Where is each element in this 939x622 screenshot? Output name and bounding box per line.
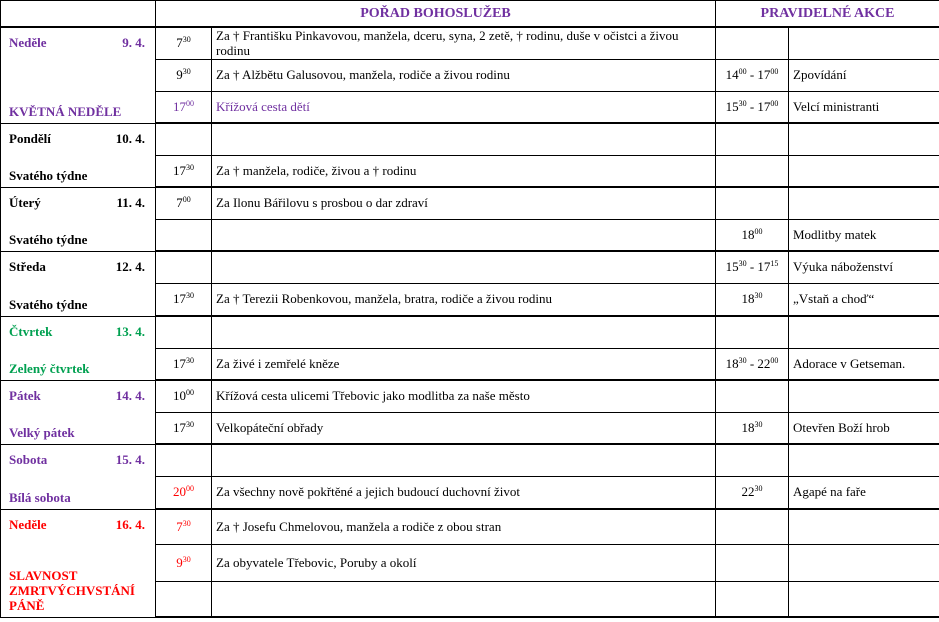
event-time [716,91,789,123]
day-cell [1,316,156,380]
service-intention: Za † Josefu Chmelovou, manžela a rodiče z obou stran [212,509,716,544]
time-range-dash: - [746,67,758,82]
time-hour: 18 [725,355,739,371]
time-hour: 7 [176,35,183,51]
day-date: 16. 4. [115,517,145,532]
service-intention: Za † Františku Pinkavovou, manžela, dceru, syna, 2 zetě, † rodinu, duše v očistci a živou rodinu [212,27,716,59]
schedule-row [1,251,939,283]
time-hour: 7 [176,195,183,211]
day-cell [1,509,156,617]
day-date: 9. 4. [122,35,145,51]
schedule-row [1,380,939,412]
time-hour: 18 [741,419,755,435]
schedule-row [1,316,939,348]
time-minutes: 00 [186,98,194,108]
schedule-row [1,444,939,476]
schedule-row [1,27,939,59]
event-time [716,219,789,251]
service-intention: Za † manžela, rodiče, živou a † rodinu [212,155,716,187]
day-cell [1,187,156,251]
event-time [716,476,789,509]
event-name [789,27,939,59]
time-hour: 10 [173,388,186,404]
events-header: PRAVIDELNÉ AKCE [716,1,939,28]
event-time [716,251,789,283]
service-intention: Za Ilonu Bářilovu s prosbou o dar zdraví [212,187,716,219]
time-minutes: 30 [186,355,194,365]
day-cell [1,380,156,444]
day-name: Sobota [9,452,48,467]
time-hour: 15 [725,98,739,114]
schedule-row [1,509,939,544]
time-minutes: 00 [186,388,194,398]
event-name: „Vstaň a choď“ [789,283,939,316]
time-hour: 20 [173,484,186,500]
time-minutes: 00 [738,67,747,76]
day-date: 15. 4. [115,452,145,467]
time-minutes: 30 [738,355,747,365]
time-hour: 17 [173,98,186,114]
service-time [156,444,212,476]
time-hour: 9 [176,554,183,570]
event-time [716,581,789,617]
header-row [1,1,939,28]
time-minutes: 30 [754,419,763,429]
service-time [156,155,212,187]
time-minutes: 00 [754,226,763,236]
event-time [716,283,789,316]
day-name: Středa [9,259,46,274]
service-time [156,283,212,316]
schedule-row [1,123,939,155]
time-minutes: 30 [182,67,191,76]
event-name: Otevřen Boží hrob [789,412,939,444]
time-minutes: 00 [186,484,194,494]
day-name: Pátek [9,388,41,403]
service-time [156,27,212,59]
day-subtitle: Velký pátek [9,425,75,440]
time-hour: 17 [173,355,186,371]
service-time [156,219,212,251]
time-minutes: 00 [770,355,779,365]
day-subtitle: Svatého týdne [9,232,88,247]
event-time [716,123,789,155]
day-subtitle: KVĚTNÁ NEDĚLE [9,104,122,120]
time-minutes: 30 [186,419,194,429]
event-name [789,380,939,412]
service-intention: Za všechny nově pokřtěné a jejich budoucí duchovní život [212,476,716,509]
time-minutes: 00 [182,195,191,205]
time-minutes: 30 [182,554,191,564]
event-name: Velcí ministranti [789,91,939,123]
service-intention: Za živé i zemřelé kněze [212,348,716,380]
service-time [156,59,212,91]
time-minutes: 00 [770,67,779,76]
event-time [716,544,789,581]
service-intention: Křížová cesta dětí [212,91,716,123]
day-cell [1,27,156,123]
event-name: Výuka náboženství [789,251,939,283]
event-time [716,380,789,412]
event-time [716,444,789,476]
service-intention [212,444,716,476]
time-minutes: 30 [738,259,747,269]
service-intention: Velkopáteční obřady [212,412,716,444]
service-intention: Za † Terezii Robenkovou, manžela, bratra, rodiče a živou rodinu [212,283,716,316]
day-date: 14. 4. [115,388,145,403]
time-hour: 22 [741,484,755,500]
service-intention: Za obyvatele Třebovic, Poruby a okolí [212,544,716,581]
event-name [789,187,939,219]
service-time [156,581,212,617]
service-intention [212,123,716,155]
time-range-dash: - [746,259,758,275]
day-name: Úterý [9,195,41,210]
service-time [156,187,212,219]
service-time [156,123,212,155]
time-hour: 14 [725,67,739,82]
service-time [156,509,212,544]
time-hour: 9 [176,67,183,82]
service-intention [212,251,716,283]
schedule-row [1,187,939,219]
time-hour: 15 [725,259,739,275]
day-date: 12. 4. [115,259,145,274]
event-name [789,544,939,581]
time-minutes: 30 [182,35,191,45]
time-minutes: 30 [754,291,763,301]
day-name: Pondělí [9,131,51,146]
time-minutes: 30 [738,98,747,108]
day-date: 11. 4. [116,195,145,210]
service-time [156,316,212,348]
event-time [716,27,789,59]
service-time [156,91,212,123]
day-name: Čtvrtek [9,324,53,339]
event-name [789,509,939,544]
event-time [716,316,789,348]
day-subtitle: Svatého týdne [9,168,88,183]
event-time [716,412,789,444]
service-time [156,476,212,509]
day-cell [1,123,156,187]
event-name: Agapé na faře [789,476,939,509]
day-cell [1,444,156,509]
day-date: 10. 4. [115,131,145,146]
time-minutes: 30 [186,162,194,172]
service-intention [212,219,716,251]
service-intention: Za † Alžbětu Galusovou, manžela, rodiče a živou rodinu [212,59,716,91]
time-hour: 22 [757,355,771,371]
time-hour: 17 [757,98,771,114]
time-minutes: 30 [182,518,191,528]
event-name [789,123,939,155]
service-intention [212,316,716,348]
event-time [716,59,789,91]
service-time [156,544,212,581]
time-hour: 18 [741,291,755,307]
event-name [789,316,939,348]
event-name [789,155,939,187]
event-name: Zpovídání [789,59,939,91]
time-range-dash: - [746,98,758,114]
event-time [716,155,789,187]
service-time [156,412,212,444]
day-subtitle: SLAVNOST ZMRTVÝCHVSTÁNÍ PÁNĚ [9,568,135,613]
event-time [716,187,789,219]
day-subtitle: Svatého týdne [9,297,88,312]
time-hour: 7 [176,518,183,534]
time-minutes: 30 [186,291,194,301]
day-subtitle: Bílá sobota [9,490,71,505]
time-hour: 17 [757,259,771,275]
service-time [156,380,212,412]
time-hour: 17 [173,419,186,435]
time-hour: 17 [757,67,771,82]
service-time [156,348,212,380]
event-name: Modlitby matek [789,219,939,251]
service-time [156,251,212,283]
time-minutes: 00 [770,98,779,108]
time-hour: 17 [173,162,186,178]
event-name [789,581,939,617]
service-intention [212,581,716,617]
event-time [716,348,789,380]
day-subtitle: Zelený čtvrtek [9,361,90,376]
event-name: Adorace v Getseman. [789,348,939,380]
event-name [789,444,939,476]
time-minutes: 30 [754,484,763,494]
day-date: 13. 4. [115,324,145,339]
time-hour: 17 [173,291,186,307]
time-minutes: 15 [770,259,779,269]
service-intention: Křížová cesta ulicemi Třebovic jako modlitba za naše město [212,380,716,412]
day-name: Neděle [9,517,47,532]
time-hour: 18 [741,226,755,242]
day-cell [1,251,156,316]
day-name: Neděle [9,35,47,51]
event-time [716,509,789,544]
header-empty-day [1,1,156,28]
time-range-dash: - [746,355,758,371]
services-header: POŘAD BOHOSLUŽEB [156,1,716,28]
